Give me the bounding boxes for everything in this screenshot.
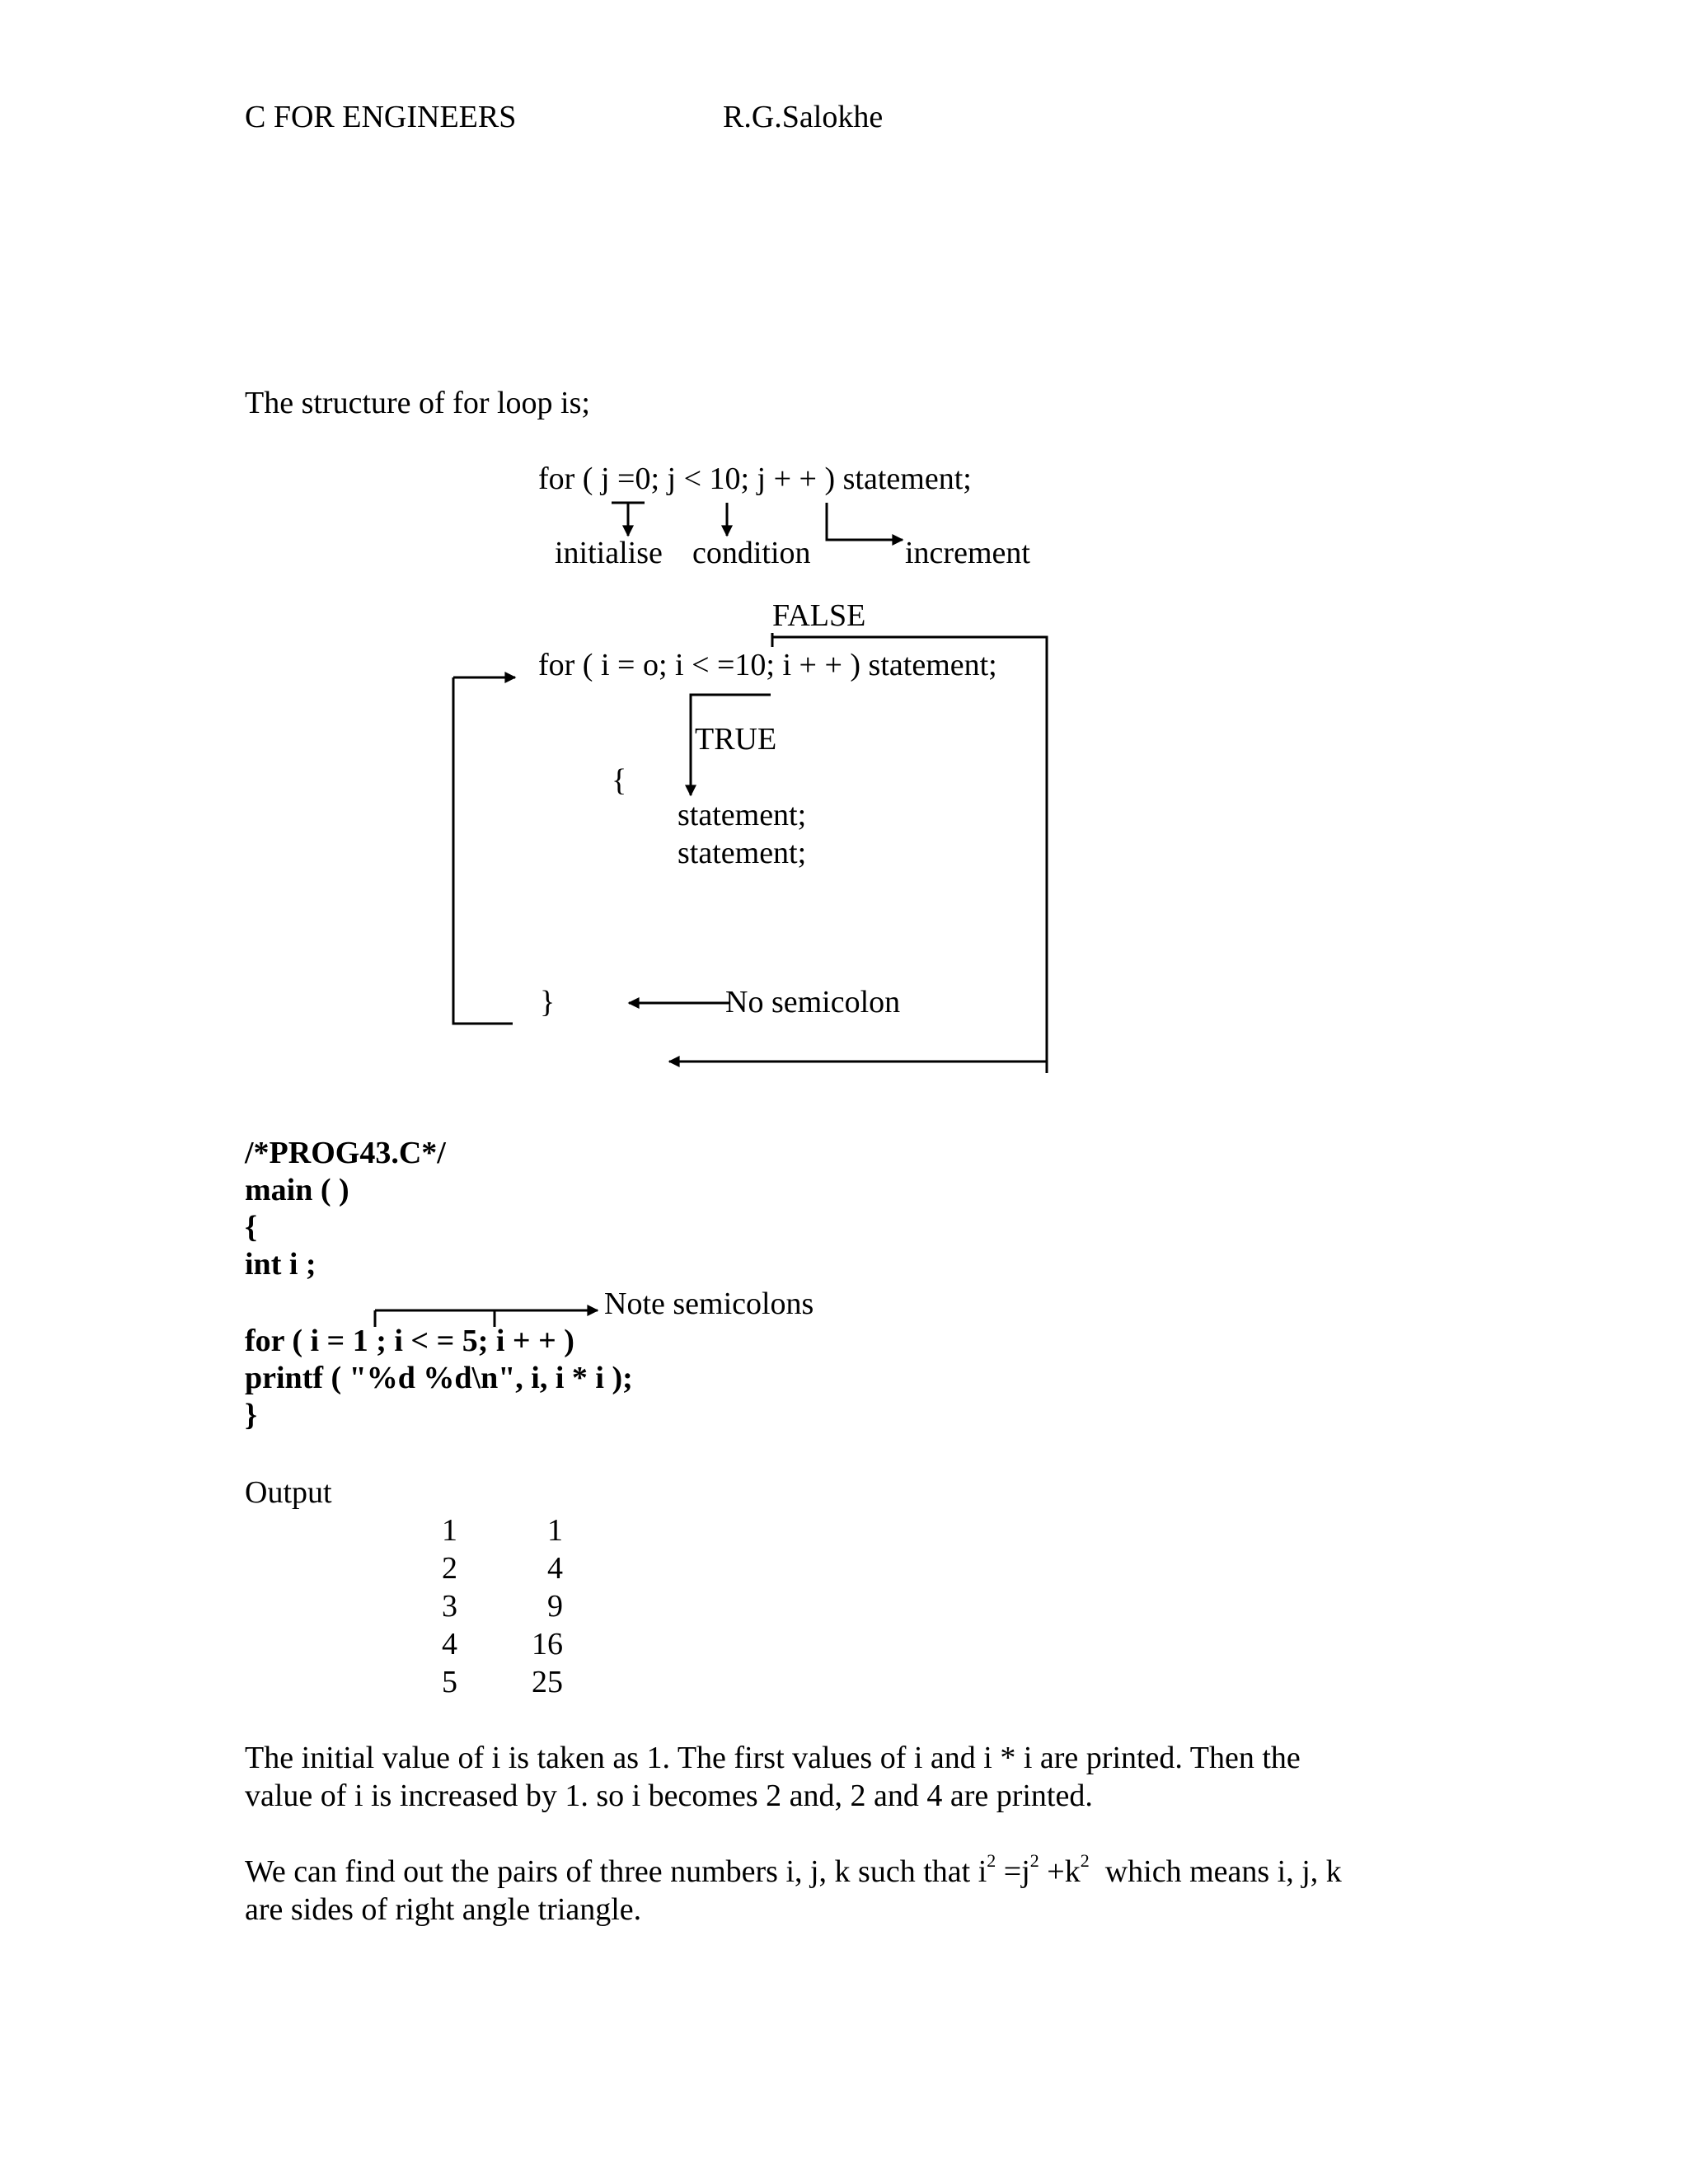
output-sq-5: 25 bbox=[532, 1665, 563, 1699]
label-initialise: initialise bbox=[555, 536, 663, 570]
output-i-1: 1 bbox=[442, 1513, 457, 1548]
header-author: R.G.Salokhe bbox=[723, 100, 884, 134]
output-i-4: 4 bbox=[442, 1627, 457, 1661]
label-condition: condition bbox=[692, 536, 811, 570]
output-label: Output bbox=[245, 1475, 332, 1510]
program-line-6: printf ( "%d %d\n", i, i * i ); bbox=[245, 1361, 633, 1395]
open-brace: { bbox=[612, 763, 627, 798]
output-sq-3: 9 bbox=[547, 1589, 563, 1624]
increment-arrow bbox=[827, 503, 903, 540]
paragraph-1-line-2: value of i is increased by 1. so i becomes 2 and, 2 and 4 are printed. bbox=[245, 1779, 1093, 1813]
true-path bbox=[691, 695, 771, 795]
label-false: FALSE bbox=[772, 598, 866, 633]
paragraph-2-line-2: are sides of right angle triangle. bbox=[245, 1892, 642, 1927]
output-i-3: 3 bbox=[442, 1589, 457, 1624]
program-line-4: int i ; bbox=[245, 1247, 316, 1282]
label-increment: increment bbox=[905, 536, 1030, 570]
label-no-semicolon: No semicolon bbox=[725, 985, 901, 1019]
para2-text-b: =j bbox=[996, 1854, 1030, 1889]
header-title: C FOR ENGINEERS bbox=[245, 100, 517, 134]
statement-1: statement; bbox=[678, 798, 807, 832]
false-path bbox=[772, 637, 1047, 1073]
program-line-2: main ( ) bbox=[245, 1173, 349, 1207]
output-sq-1: 1 bbox=[547, 1513, 563, 1548]
superscript-2-i: 2 bbox=[987, 1850, 996, 1871]
program-line-7: } bbox=[245, 1398, 257, 1432]
output-i-2: 2 bbox=[442, 1551, 457, 1586]
for-loop-code: for ( i = o; i < =10; i + + ) statement; bbox=[538, 648, 997, 682]
statement-2: statement; bbox=[678, 836, 807, 870]
output-i-5: 5 bbox=[442, 1665, 457, 1699]
para2-text-c: +k bbox=[1039, 1854, 1081, 1889]
program-line-5: for ( i = 1 ; i < = 5; i + + ) bbox=[245, 1324, 574, 1358]
program-line-1: /*PROG43.C*/ bbox=[245, 1136, 446, 1170]
output-sq-4: 16 bbox=[532, 1627, 563, 1661]
note-semicolons: Note semicolons bbox=[604, 1286, 814, 1321]
close-brace: } bbox=[540, 985, 556, 1019]
intro-text: The structure of for loop is; bbox=[245, 386, 590, 420]
program-line-3: { bbox=[245, 1210, 257, 1244]
paragraph-1-line-1: The initial value of i is taken as 1. The first values of i and i * i are printed. Then the bbox=[245, 1741, 1301, 1775]
superscript-2-j: 2 bbox=[1029, 1850, 1039, 1871]
for-structure-code: for ( j =0; j < 10; j + + ) statement; bbox=[538, 462, 972, 496]
output-sq-2: 4 bbox=[547, 1551, 563, 1586]
label-true: TRUE bbox=[695, 722, 777, 757]
superscript-2-k: 2 bbox=[1080, 1850, 1090, 1871]
loop-back-path bbox=[453, 677, 513, 1024]
para2-text-a: We can find out the pairs of three numbers i, j, k such that i bbox=[245, 1854, 987, 1889]
para2-text-d: which means i, j, k bbox=[1089, 1854, 1342, 1889]
